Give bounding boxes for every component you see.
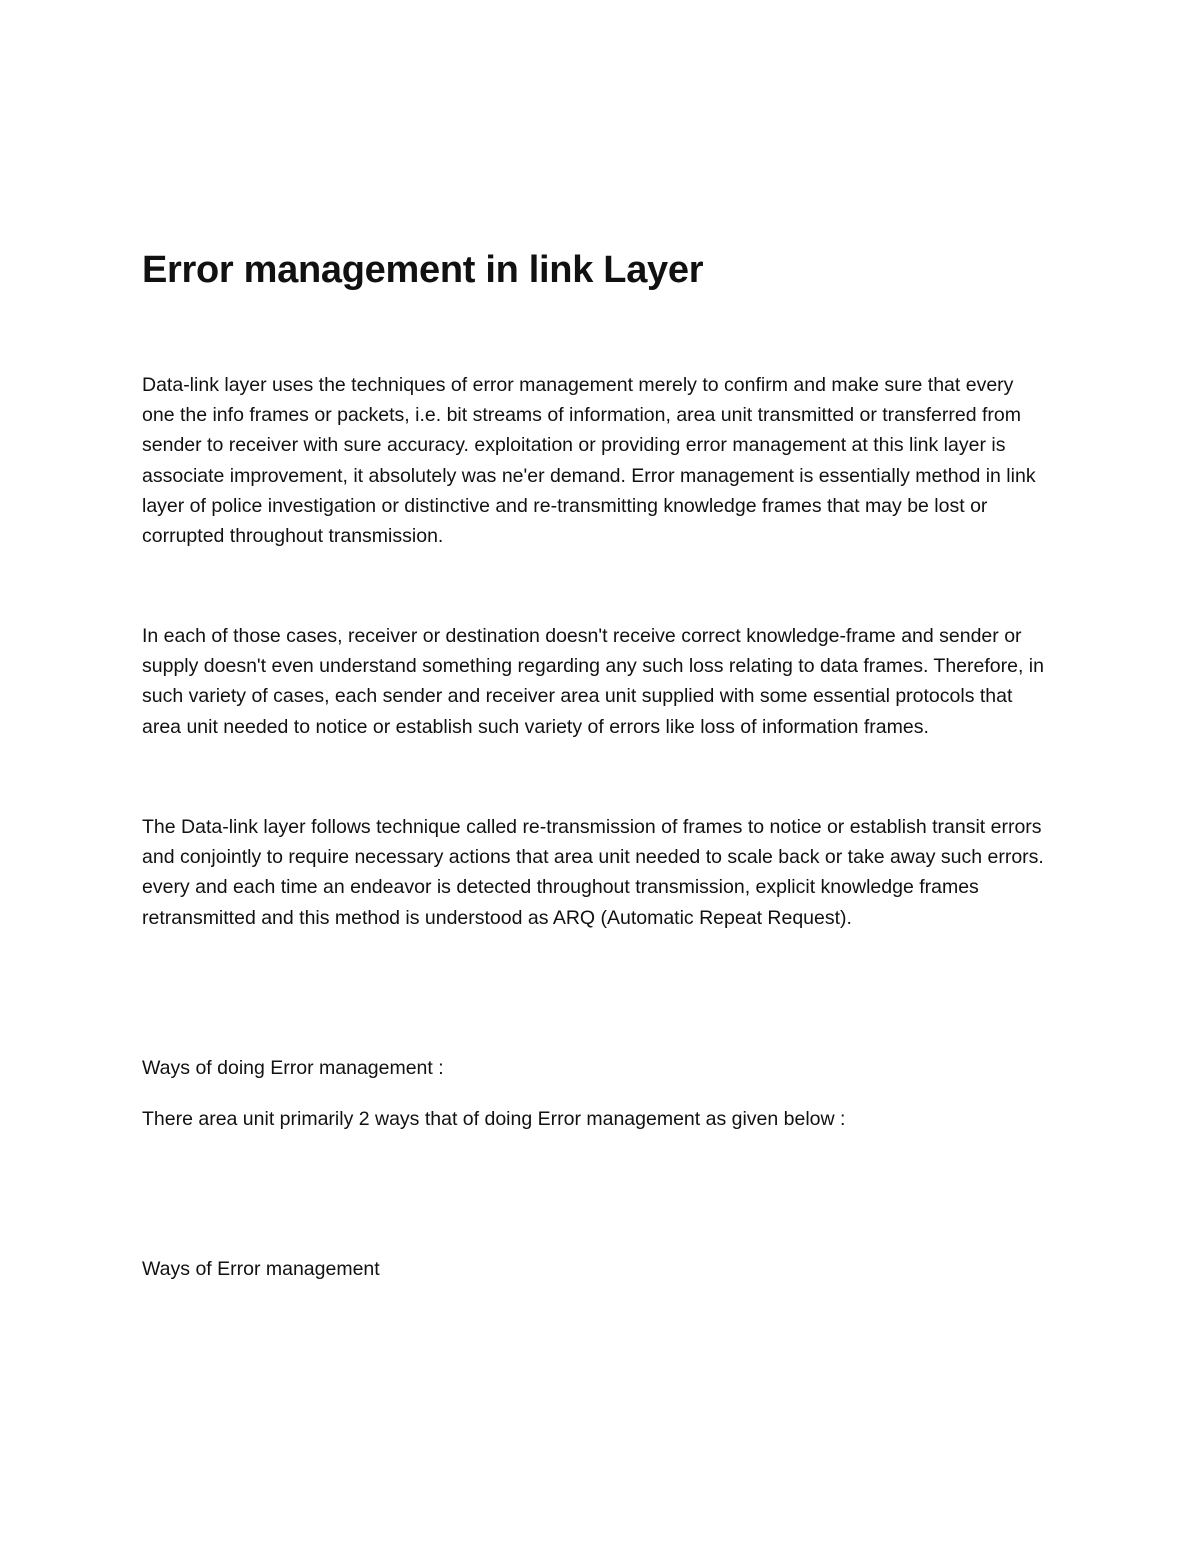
paragraph-line: area unit needed to notice or establish such variety of errors like loss of information frames. xyxy=(142,715,929,738)
paragraph-line: retransmitted and this method is understood as ARQ (Automatic Repeat Request). xyxy=(142,906,852,929)
ways-intro-text: There area unit primarily 2 ways that of doing Error management as given below : xyxy=(142,1108,846,1130)
ways-caption-text: Ways of Error management xyxy=(142,1258,380,1280)
paragraph-error-management-intro xyxy=(142,370,1036,551)
ways-intro xyxy=(142,1104,845,1134)
ways-heading-text: Ways of doing Error management : xyxy=(142,1057,444,1079)
paragraph-line: and conjointly to require necessary actions that area unit needed to scale back or take away such errors. xyxy=(142,846,1044,869)
paragraph-line: layer of police investigation or distinctive and re-transmitting knowledge frames that may be lost or xyxy=(142,494,988,517)
paragraph-retransmission xyxy=(142,812,1044,933)
paragraph-line: associate improvement, it absolutely was ne'er demand. Error management is essentially method in link xyxy=(142,464,1036,487)
ways-heading xyxy=(142,1053,444,1083)
paragraph-line: Data-link layer uses the techniques of error management merely to confirm and make sure that every xyxy=(142,374,1014,396)
paragraph-line: corrupted throughout transmission. xyxy=(142,524,444,547)
paragraph-line: In each of those cases, receiver or destination doesn't receive correct knowledge-frame and sender or xyxy=(142,625,1022,647)
paragraph-loss-cases xyxy=(142,621,1044,742)
paragraph-line: every and each time an endeavor is detected throughout transmission, explicit knowledge frames xyxy=(142,876,979,899)
paragraph-line: sender to receiver with sure accuracy. exploitation or providing error management at this link layer is xyxy=(142,434,1006,457)
paragraph-line: supply doesn't even understand something regarding any such loss relating to data frames. Therefore, in xyxy=(142,655,1044,678)
paragraph-line: The Data-link layer follows technique called re-transmission of frames to notice or establish transit errors xyxy=(142,816,1042,838)
paragraph-line: one the info frames or packets, i.e. bit streams of information, area unit transmitted or transferred from xyxy=(142,404,1021,427)
paragraph-line: such variety of cases, each sender and receiver area unit supplied with some essential protocols that xyxy=(142,685,1013,708)
document-title: Error management in link Layer xyxy=(142,249,704,291)
ways-caption xyxy=(142,1254,380,1284)
